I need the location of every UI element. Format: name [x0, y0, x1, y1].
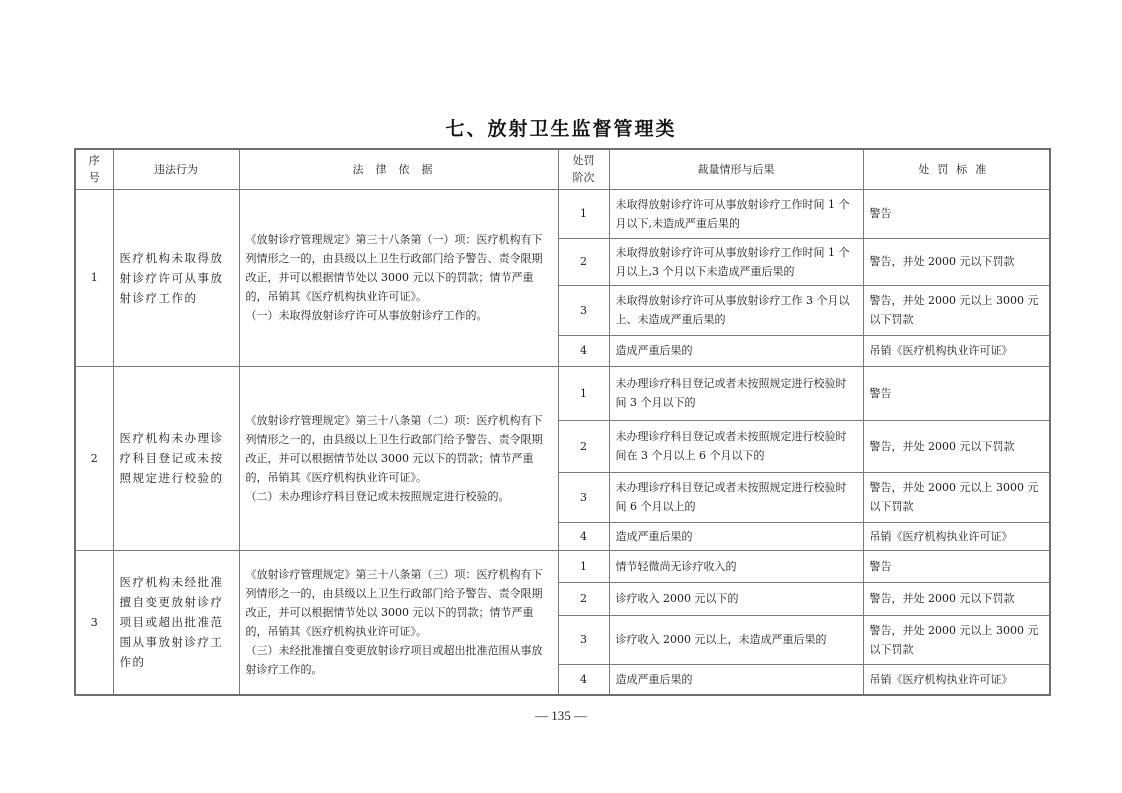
stage-cell: 2: [558, 582, 609, 615]
seq-cell: 2: [75, 366, 113, 550]
basis-item: （二）未办理诊疗科目登记或未按照规定进行校验的。: [245, 489, 510, 503]
page-title: 七、放射卫生监督管理类: [445, 118, 677, 140]
table-row: [75, 550, 1050, 582]
stage-cell: 4: [558, 522, 609, 550]
table-header-row: [75, 149, 1050, 189]
condition-cell: 未办理诊疗科目登记或者未按照规定进行校验时间 6 个月以上的: [609, 472, 863, 522]
header-stage: 处罚阶次: [558, 149, 609, 189]
basis-item: （三）未经批准擅自变更放射诊疗项目或超出批准范围从事放射诊疗工作的。: [245, 644, 543, 677]
violation-cell: 医疗机构未办理诊疗科目登记或未按照规定进行校验的: [113, 366, 239, 550]
standard-cell: 警告: [863, 189, 1050, 238]
standard-cell: 警告，并处 2000 元以上 3000 元以下罚款: [863, 472, 1050, 522]
stage-cell: 2: [558, 420, 609, 472]
stage-cell: 4: [558, 664, 609, 695]
standard-cell: 警告，并处 2000 元以下罚款: [863, 582, 1050, 615]
stage-cell: 3: [558, 615, 609, 664]
standard-cell: 警告，并处 2000 元以上 3000 元以下罚款: [863, 285, 1050, 335]
standard-cell: 警告，并处 2000 元以下罚款: [863, 238, 1050, 285]
condition-cell: 情节轻微尚无诊疗收入的: [609, 550, 863, 582]
basis-text: 《放射诊疗管理规定》第三十八条第（二）项：医疗机构有下列情形之一的，由县级以上卫生行政部门给予警告、责令限期改正，并可以根据情节处以 3000 元以下的罚款；情节严重的，吊销其《医疗机构执业许可证》。: [245, 413, 543, 484]
condition-cell: 未取得放射诊疗许可从事放射诊疗工作时间 1 个月以下,未造成严重后果的: [609, 189, 863, 238]
header-condition: 裁量情形与后果: [609, 149, 863, 189]
stage-cell: 4: [558, 335, 609, 366]
seq-cell: 3: [75, 550, 113, 695]
penalty-table: [74, 148, 1051, 696]
basis-cell: [239, 189, 558, 366]
condition-cell: 诊疗收入 2000 元以上，未造成严重后果的: [609, 615, 863, 664]
page-number: — 135 —: [535, 708, 587, 723]
header-basis: 法律依据: [239, 149, 558, 189]
condition-cell: 造成严重后果的: [609, 522, 863, 550]
condition-cell: 造成严重后果的: [609, 335, 863, 366]
standard-cell: 警告: [863, 366, 1050, 420]
stage-cell: 1: [558, 550, 609, 582]
basis-item: （一）未取得放射诊疗许可从事放射诊疗工作的。: [245, 309, 488, 322]
table-row: [75, 366, 1050, 420]
stage-cell: 3: [558, 285, 609, 335]
basis-cell: [239, 366, 558, 550]
stage-cell: 3: [558, 472, 609, 522]
condition-cell: 未办理诊疗科目登记或者未按照规定进行校验时间 3 个月以下的: [609, 366, 863, 420]
standard-cell: 吊销《医疗机构执业许可证》: [863, 335, 1050, 366]
violation-cell: 医疗机构未取得放射诊疗许可从事放射诊疗工作的: [113, 189, 239, 366]
table-row: [75, 189, 1050, 238]
header-violation: 违法行为: [113, 149, 239, 189]
condition-cell: 诊疗收入 2000 元以下的: [609, 582, 863, 615]
standard-cell: 吊销《医疗机构执业许可证》: [863, 664, 1050, 695]
condition-cell: 造成严重后果的: [609, 664, 863, 695]
standard-cell: 吊销《医疗机构执业许可证》: [863, 522, 1050, 550]
basis-cell: [239, 550, 558, 695]
header-seq: 序号: [75, 149, 113, 189]
stage-cell: 1: [558, 189, 609, 238]
header-standard: 处罚标准: [863, 149, 1050, 189]
standard-cell: 警告: [863, 550, 1050, 582]
stage-cell: 2: [558, 238, 609, 285]
standard-cell: 警告，并处 2000 元以下罚款: [863, 420, 1050, 472]
seq-cell: 1: [75, 189, 113, 366]
standard-cell: 警告，并处 2000 元以上 3000 元以下罚款: [863, 615, 1050, 664]
condition-cell: 未办理诊疗科目登记或者未按照规定进行校验时间在 3 个月以上 6 个月以下的: [609, 420, 863, 472]
condition-cell: 未取得放射诊疗许可从事放射诊疗工作时间 1 个月以上,3 个月以下未造成严重后果的: [609, 238, 863, 285]
basis-text: 《放射诊疗管理规定》第三十八条第（三）项：医疗机构有下列情形之一的，由县级以上卫生行政部门给予警告、责令限期改正，并可以根据情节处以 3000 元以下的罚款；情节严重的，吊销其《医疗机构执业许可证》。: [245, 568, 543, 639]
violation-cell: 医疗机构未经批准擅自变更放射诊疗项目或超出批准范围从事放射诊疗工作的: [113, 550, 239, 695]
stage-cell: 1: [558, 366, 609, 420]
basis-text: 《放射诊疗管理规定》第三十八条第（一）项：医疗机构有下列情形之一的，由县级以上卫生行政部门给予警告、责令限期改正，并可以根据情节处以 3000 元以下的罚款；情节严重的，吊销其《医疗机构执业许可证》。: [245, 233, 543, 303]
condition-cell: 未取得放射诊疗许可从事放射诊疗工作 3 个月以上、未造成严重后果的: [609, 285, 863, 335]
